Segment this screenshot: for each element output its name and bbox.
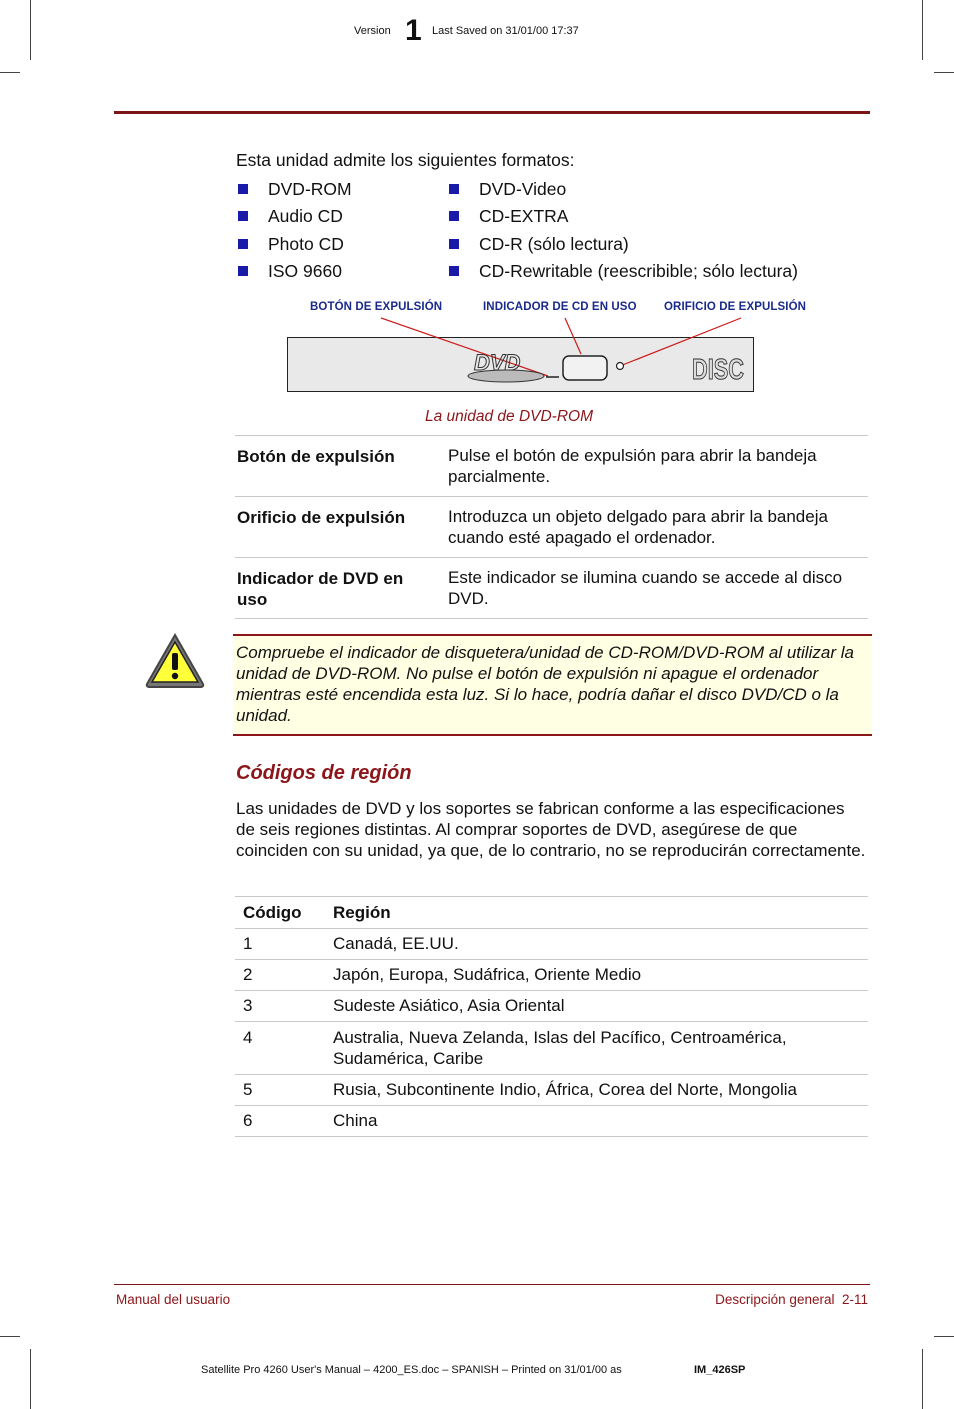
list-item: Audio CD [238,206,343,226]
svg-text:DVD: DVD [474,350,521,375]
table-row-region: China [333,1111,378,1130]
table-row-region: Canadá, EE.UU. [333,934,459,953]
column-header-region: Región [333,903,391,922]
crop-mark [30,1349,31,1409]
table-row-region: Australia, Nueva Zelanda, Islas del Pacífico, Centroamérica, Sudamérica, Caribe [333,1028,787,1068]
table-rule [235,928,868,929]
section-paragraph: Las unidades de DVD y los soportes se fabrican conforme a las especificaciones de seis regiones distintas. Al comprar soportes de DVD, asegúrese de que coinciden con su unidad, ya que, de lo contrario, no se reproducirán correctamente. [236,799,866,860]
list-item: DVD-ROM [238,179,352,199]
table-row-region: Rusia, Subcontinente Indio, África, Corea del Norte, Mongolia [333,1080,797,1099]
footer-rule [114,1284,870,1285]
version-label: Version [354,25,391,37]
list-item: ISO 9660 [238,261,342,281]
term-dvd-indicator: Indicador de DVD en uso [237,569,404,609]
eject-button [563,356,607,380]
term-eject-button: Botón de expulsión [237,447,395,466]
last-saved: Last Saved on 31/01/00 17:37 [432,25,579,37]
list-item: DVD-Video [449,179,566,199]
table-row-code: 1 [243,934,253,953]
table-rule [235,618,868,619]
drive-overlay [0,0,954,400]
callout-eject-hole: ORIFICIO DE EXPULSIÓN [664,301,807,313]
list-item: CD-R (sólo lectura) [449,234,629,254]
table-rule [235,896,868,897]
callout-cd-in-use: INDICADOR DE CD EN USO [483,301,637,313]
term-eject-hole: Orificio de expulsión [237,508,406,527]
table-rule [235,557,868,558]
table-row-region: Sudeste Asiático, Asia Oriental [333,996,565,1015]
list-item: Photo CD [238,234,344,254]
callout-eject-button: BOTÓN DE EXPULSIÓN [310,301,443,313]
list-item: CD-Rewritable (reescribible; sólo lectura) [449,261,798,281]
table-rule [235,1021,868,1022]
doc-code: IM_426SP [694,1364,746,1376]
table-rule [235,1074,868,1075]
eject-hole [617,363,624,370]
leader-line [381,318,548,376]
desc-eject-hole: Introduzca un objeto delgado para abrir la bandeja cuando esté apagado el ordenador. [448,507,828,547]
warning-text: Compruebe el indicador de disquetera/unidad de CD-ROM/DVD-ROM al utilizar la unidad de DVD-ROM. No pulse el botón de expulsión ni apague el ordenador mientras esté encendida esta luz. Si lo hace, podría dañar el disco DVD/CD o la unidad. [236,643,854,725]
crop-mark [0,1336,20,1337]
table-row-region: Japón, Europa, Sudáfrica, Oriente Medio [333,965,642,984]
desc-eject-button: Pulse el botón de expulsión para abrir la bandeja parcialmente. [448,446,817,486]
table-rule [235,496,868,497]
table-rule [235,1136,868,1137]
table-rule [235,435,868,436]
crop-mark [934,1336,954,1337]
table-rule [235,990,868,991]
table-row-code: 5 [243,1080,253,1099]
crop-mark [922,1349,923,1409]
print-info-text: Satellite Pro 4260 User's Manual – 4200_ES.doc – SPANISH – Printed on 31/01/00 as [201,1364,622,1376]
table-row-code: 2 [243,965,253,984]
table-rule [235,959,868,960]
intro-text: Esta unidad admite los siguientes formatos: [236,150,575,170]
figure-caption: La unidad de DVD-ROM [425,408,593,425]
desc-dvd-indicator: Este indicador se ilumina cuando se accede al disco DVD. [448,568,843,608]
footer-left: Manual del usuario [116,1292,231,1307]
section-title: Códigos de región [236,762,412,784]
disc-logo: DISC [692,354,745,386]
dvd-logo [468,350,544,382]
table-row-code: 6 [243,1111,253,1130]
column-header-code: Código [243,903,302,922]
footer-right: Descripción general 2-11 [715,1292,868,1307]
list-item: CD-EXTRA [449,206,568,226]
table-row-code: 4 [243,1028,253,1047]
warning-icon [144,632,206,690]
version-number: 1 [405,14,422,47]
leader-line [565,318,581,354]
table-rule [235,1105,868,1106]
table-row-code: 3 [243,996,253,1015]
